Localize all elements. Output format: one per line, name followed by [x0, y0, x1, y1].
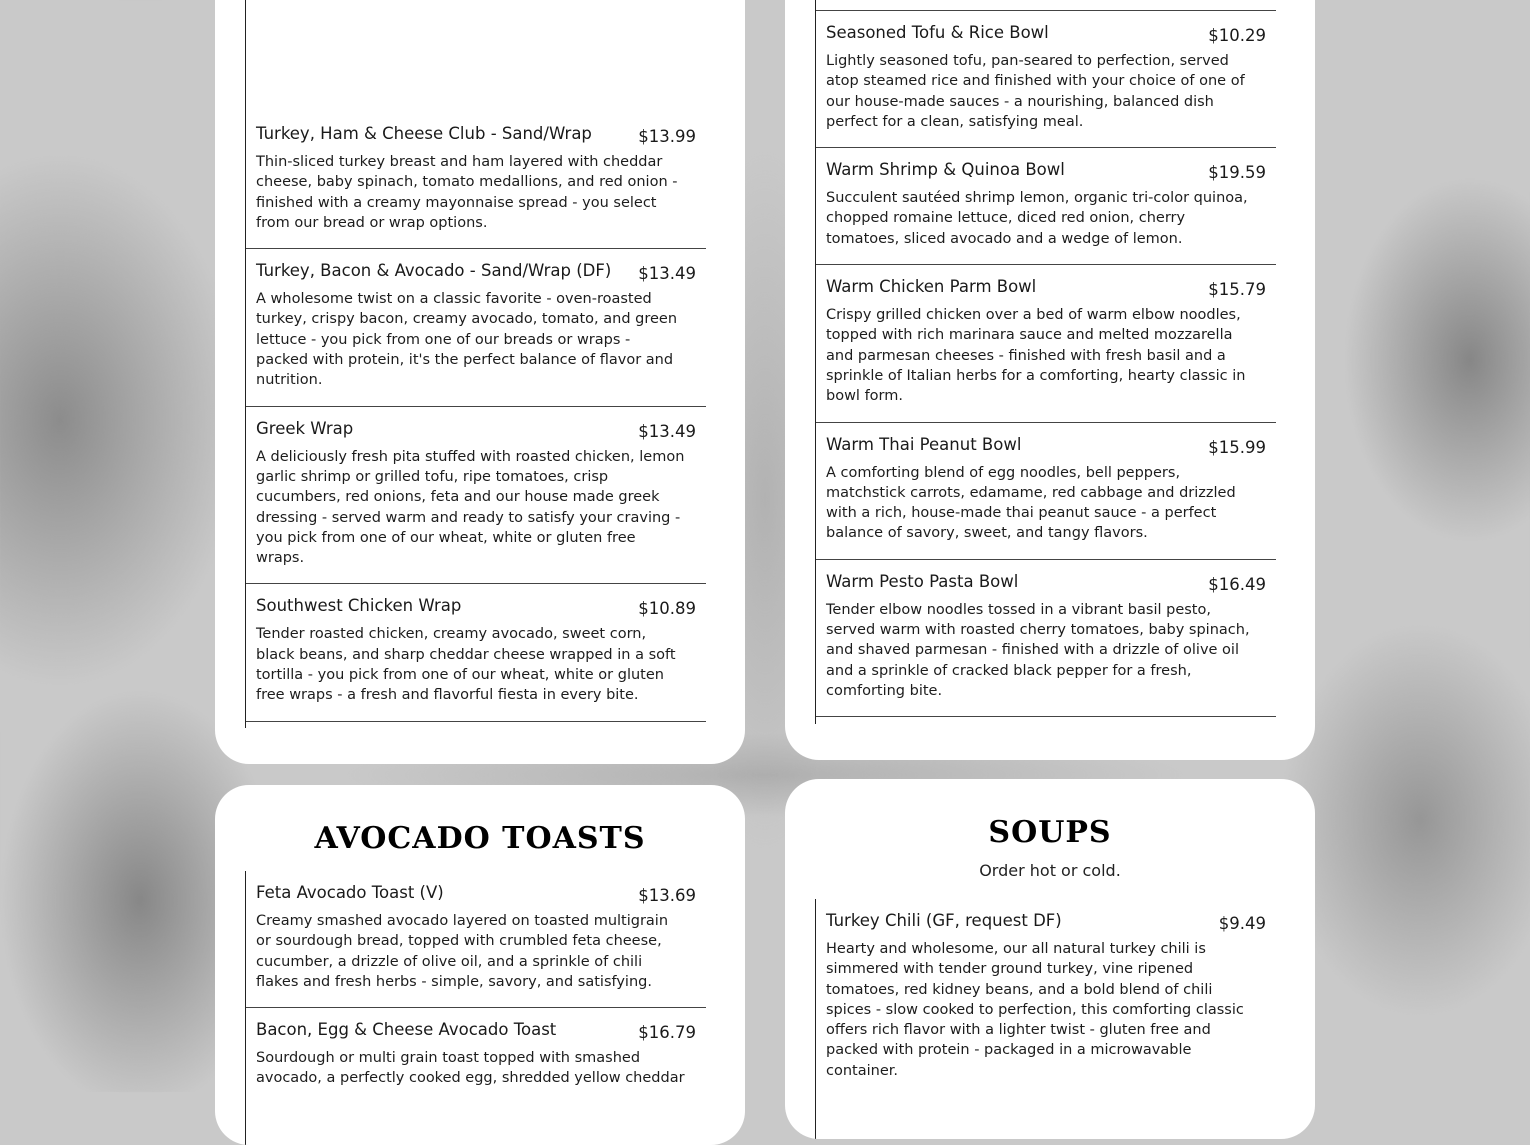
- item-price: $13.49: [638, 421, 696, 441]
- item-description: Thin-sliced turkey breast and ham layered with cheddar cheese, baby spinach, tomato medallions, and red onion - finished with a creamy mayonnaise spread - you select from our bread or wrap options.: [256, 154, 678, 231]
- item-price: $15.79: [1208, 280, 1266, 300]
- item-price: $13.69: [638, 886, 696, 905]
- item-name: Warm Shrimp & Quinoa Bowl: [826, 160, 1065, 180]
- menu-item[interactable]: [816, 11, 1276, 148]
- menu-item[interactable]: [246, 112, 706, 249]
- menu-item[interactable]: [246, 871, 706, 1008]
- item-price: $9.49: [1218, 914, 1266, 933]
- item-name: Warm Thai Peanut Bowl: [826, 434, 1022, 454]
- menu-item[interactable]: [816, 899, 1276, 1081]
- section-subtitle: Order hot or cold.: [979, 861, 1121, 880]
- item-name: Southwest Chicken Wrap: [256, 596, 462, 616]
- item-description: Lightly seasoned tofu, pan-seared to perfection, served atop steamed rice and finished with your choice of one of our house-made sauces - a nourishing, balanced dish perfect for a clean, satisfying meal.: [826, 53, 1245, 130]
- item-name: Feta Avocado Toast (V): [256, 883, 444, 902]
- item-description: A comforting blend of egg noodles, bell peppers, matchstick carrots, edamame, red cabbage and drizzled with a rich, house-made thai peanut sauce - a perfect balance of savory, sweet, and tangy flavors.: [826, 464, 1236, 542]
- item-price: $13.99: [638, 127, 696, 146]
- item-price: $16.79: [638, 1023, 696, 1043]
- item-name: Turkey, Ham & Cheese Club - Sand/Wrap: [256, 124, 592, 143]
- menu-item[interactable]: [816, 560, 1276, 717]
- divider: [816, 0, 1276, 11]
- item-price: $10.89: [638, 599, 696, 619]
- item-price: $10.29: [1208, 26, 1266, 45]
- image-space: [246, 0, 706, 112]
- item-price: $19.59: [1208, 163, 1266, 183]
- menu-item[interactable]: [246, 584, 706, 721]
- menu-item[interactable]: [246, 407, 706, 585]
- item-name: Warm Pesto Pasta Bowl: [826, 571, 1019, 591]
- item-description: Sourdough or multi grain toast topped with smashed avocado, a perfectly cooked egg, shredded yellow cheddar: [256, 1050, 685, 1087]
- item-description: Crispy grilled chicken over a bed of warm elbow noodles, topped with rich marinara sauce and melted mozzarella and parmesan cheeses - finished with fresh basil and a sprinkle of Italian herbs for a comforting, hearty classic in bowl form.: [826, 307, 1246, 405]
- menu-item[interactable]: [816, 423, 1276, 560]
- section-title: AVOCADO TOASTS: [314, 821, 646, 856]
- item-price: $16.49: [1208, 574, 1266, 594]
- item-name: Bacon, Egg & Cheese Avocado Toast: [256, 1020, 557, 1040]
- item-name: Greek Wrap: [256, 418, 354, 438]
- item-name: Turkey, Bacon & Avocado - Sand/Wrap (DF): [256, 261, 612, 281]
- menu-item[interactable]: [816, 265, 1276, 422]
- item-description: A deliciously fresh pita stuffed with roasted chicken, lemon garlic shrimp or grilled tofu, ripe tomatoes, crisp cucumbers, red onions, feta and our house made greek dressing - served warm and ready to satisfy your craving - you pick from one of our wheat, white or gluten free wraps.: [256, 448, 685, 567]
- avocado-toasts-card: [215, 785, 745, 1145]
- menu-item[interactable]: [246, 1008, 706, 1089]
- item-name: Warm Chicken Parm Bowl: [826, 277, 1037, 297]
- item-description: Tender elbow noodles tossed in a vibrant basil pesto, served warm with roasted cherry tomatoes, baby spinach, and shaved parmesan - finished with a drizzle of olive oil and a sprinkle of cracked black pepper for a fresh, comforting bite.: [826, 601, 1250, 699]
- soups-card: [785, 779, 1315, 1139]
- menu-item[interactable]: [246, 249, 706, 406]
- item-description: Tender roasted chicken, creamy avocado, sweet corn, black beans, and sharp cheddar cheese wrapped in a soft tortilla - you pick from one of our wheat, white or gluten free wraps - a fresh and flavorful fiesta in every bite.: [256, 626, 676, 704]
- item-description: Hearty and wholesome, our all natural turkey chili is simmered with tender ground turkey, vine ripened tomatoes, red kidney beans, and a bold blend of chili spices - slow cooked to perfection, this comforting classic offers rich flavor with a lighter twist - gluten free and packed with protein - packaged in a microwavable container.: [826, 941, 1244, 1079]
- item-price: $15.99: [1208, 437, 1266, 457]
- section-title: SOUPS: [988, 815, 1112, 850]
- item-name: Seasoned Tofu & Rice Bowl: [826, 23, 1049, 42]
- bowls-card: [785, 0, 1315, 760]
- item-name: Turkey Chili (GF, request DF): [826, 911, 1062, 930]
- soups-list: [815, 899, 1276, 1139]
- item-description: Creamy smashed avocado layered on toasted multigrain or sourdough bread, topped with crumbled feta cheese, cucumber, a drizzle of olive oil, and a sprinkle of chili flakes and fresh herbs - simple, savory, and satisfying.: [256, 913, 669, 990]
- item-description: Succulent sautéed shrimp lemon, organic tri-color quinoa, chopped romaine lettuce, diced red onion, cherry tomatoes, sliced avocado and a wedge of lemon.: [826, 190, 1248, 247]
- wraps-card: [215, 0, 745, 764]
- menu-item[interactable]: [816, 148, 1276, 265]
- item-price: $13.49: [638, 264, 696, 284]
- avocado-toasts-list: [245, 871, 706, 1145]
- wraps-list: [245, 0, 706, 728]
- bowls-list: [815, 0, 1276, 724]
- item-description: A wholesome twist on a classic favorite - oven-roasted turkey, crispy bacon, creamy avocado, tomato, and green lettuce - you pick from one of our breads or wraps - packed with protein, it's the perfect balance of flavor and nutrition.: [256, 291, 678, 389]
